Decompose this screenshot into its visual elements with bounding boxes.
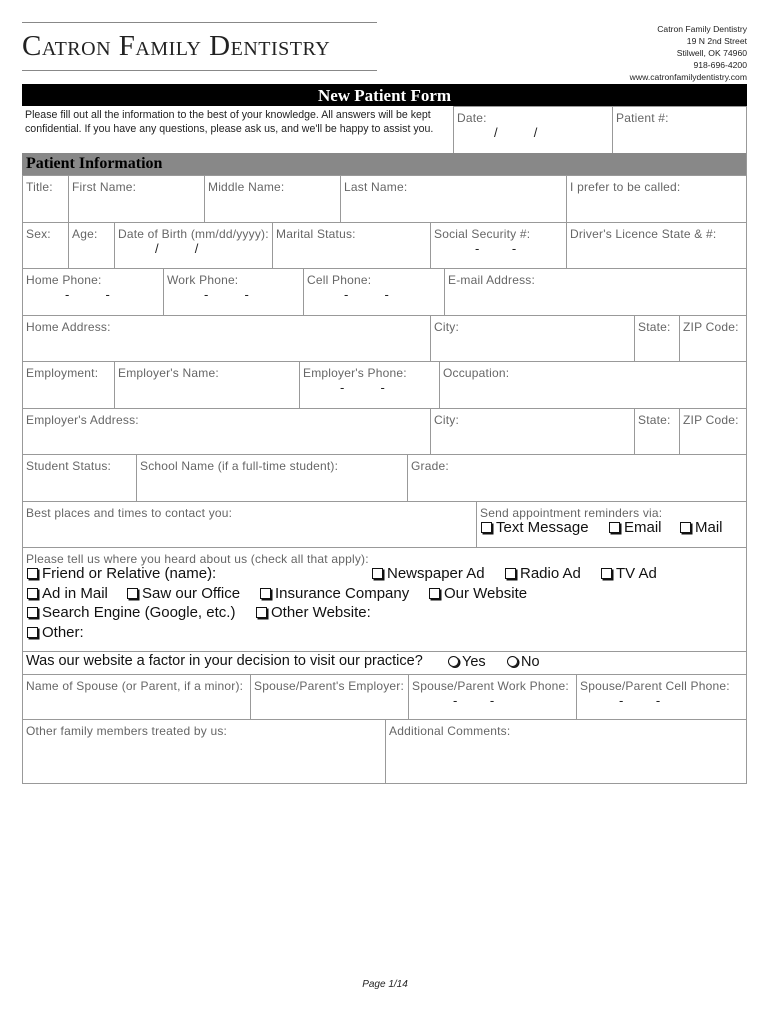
checkbox-icon [256,607,267,618]
referral-section: Please tell us where you heard about us (check all that apply): [22,547,747,651]
address-line: Catron Family Dentistry [657,24,747,34]
reminder-email-checkbox[interactable]: Email [609,519,662,536]
school-name-field[interactable]: School Name (if a full-time student): [136,454,407,501]
checkbox-icon [27,627,38,638]
header-rule-bottom [22,70,377,71]
marital-status-field[interactable]: Marital Status: [272,222,430,268]
employer-phone-field[interactable]: Employer's Phone: - - [299,361,439,408]
checkbox-icon [27,568,38,579]
checkbox-icon [27,588,38,599]
section-patient-information: Patient Information [22,153,747,175]
date-field[interactable]: Date: / / [453,106,612,153]
email-field[interactable]: E-mail Address: [444,268,747,315]
radio-icon [448,656,459,667]
patient-number-field[interactable]: Patient #: [612,106,747,153]
employment-field[interactable]: Employment: [22,361,114,408]
employer-zip-field[interactable]: ZIP Code: [679,408,747,454]
middle-name-field[interactable]: Middle Name: [204,175,340,222]
referral-insurance-checkbox[interactable]: Insurance Company [260,585,409,602]
sex-field[interactable]: Sex: [22,222,68,268]
title-field[interactable]: Title: [22,175,68,222]
work-phone-field[interactable]: Work Phone: - - [163,268,303,315]
website-question: Was our website a factor in your decision to visit our practice? [26,653,423,669]
grade-field[interactable]: Grade: [407,454,747,501]
home-address-field[interactable]: Home Address: [22,315,430,361]
address-line: 19 N 2nd Street [686,36,747,46]
occupation-field[interactable]: Occupation: [439,361,747,408]
referral-office-checkbox[interactable]: Saw our Office [127,585,240,602]
referral-friend-checkbox[interactable]: Friend or Relative (name): [27,565,216,582]
student-status-field[interactable]: Student Status: [22,454,136,501]
form-title: New Patient Form [22,84,747,106]
referral-other-checkbox[interactable]: Other: [27,624,84,641]
checkbox-icon [372,568,383,579]
first-name-field[interactable]: First Name: [68,175,204,222]
reminder-text-checkbox[interactable]: Text Message [481,519,589,536]
cell-phone-field[interactable]: Cell Phone: - - [303,268,444,315]
home-phone-field[interactable]: Home Phone: - - [22,268,163,315]
employer-city-field[interactable]: City: [430,408,634,454]
employer-address-field[interactable]: Employer's Address: [22,408,430,454]
reminders-field: Send appointment reminders via: [476,501,747,547]
referral-newspaper-checkbox[interactable]: Newspaper Ad [372,565,485,582]
website-no-radio[interactable]: No [507,654,540,670]
checkbox-icon [481,522,492,533]
checkbox-icon [680,522,691,533]
address-line: www.catronfamilydentistry.com [629,72,747,82]
referral-mail-checkbox[interactable]: Ad in Mail [27,585,108,602]
checkbox-icon [27,607,38,618]
header-rule-top [22,22,377,23]
website-yes-radio[interactable]: Yes [448,654,486,670]
checkbox-icon [429,588,440,599]
referral-website-checkbox[interactable]: Our Website [429,585,527,602]
city-field[interactable]: City: [430,315,634,361]
ssn-field[interactable]: Social Security #: - - [430,222,566,268]
employer-name-field[interactable]: Employer's Name: [114,361,299,408]
referral-radio-checkbox[interactable]: Radio Ad [505,565,581,582]
referral-tv-checkbox[interactable]: TV Ad [601,565,657,582]
reminder-mail-checkbox[interactable]: Mail [680,519,723,536]
drivers-licence-field[interactable]: Driver's Licence State & #: [566,222,747,268]
state-field[interactable]: State: [634,315,679,361]
practice-logo-text: Catron Family Dentistry [22,30,331,62]
checkbox-icon [601,568,612,579]
age-field[interactable]: Age: [68,222,114,268]
form-intro: Please fill out all the information to the best of your knowledge. All answers will be kept confidential. If you have any questions, please ask us, and we'll be happy to assist you. [25,109,434,135]
dob-field[interactable]: Date of Birth (mm/dd/yyyy): / / [114,222,272,268]
practice-address [630,23,747,83]
zip-field[interactable]: ZIP Code: [679,315,747,361]
address-line: Stilwell, OK 74960 [676,48,747,58]
page-number: Page 1/14 [362,979,408,990]
spouse-cell-phone-field[interactable]: Spouse/Parent Cell Phone: - - [576,674,747,719]
family-members-field[interactable]: Other family members treated by us: [22,719,385,784]
referral-other-website-checkbox[interactable]: Other Website: [256,604,371,621]
checkbox-icon [260,588,271,599]
comments-field[interactable]: Additional Comments: [385,719,747,784]
checkbox-icon [505,568,516,579]
spouse-work-phone-field[interactable]: Spouse/Parent Work Phone: - - [408,674,576,719]
address-line: 918-696-4200 [693,60,747,70]
radio-icon [507,656,518,667]
preferred-name-field[interactable]: I prefer to be called: [566,175,747,222]
spouse-employer-field[interactable]: Spouse/Parent's Employer: [250,674,408,719]
checkbox-icon [127,588,138,599]
checkbox-icon [609,522,620,533]
referral-search-checkbox[interactable]: Search Engine (Google, etc.) [27,604,235,621]
last-name-field[interactable]: Last Name: [340,175,566,222]
employer-state-field[interactable]: State: [634,408,679,454]
best-contact-field[interactable]: Best places and times to contact you: [22,501,476,547]
spouse-name-field[interactable]: Name of Spouse (or Parent, if a minor): [22,674,250,719]
